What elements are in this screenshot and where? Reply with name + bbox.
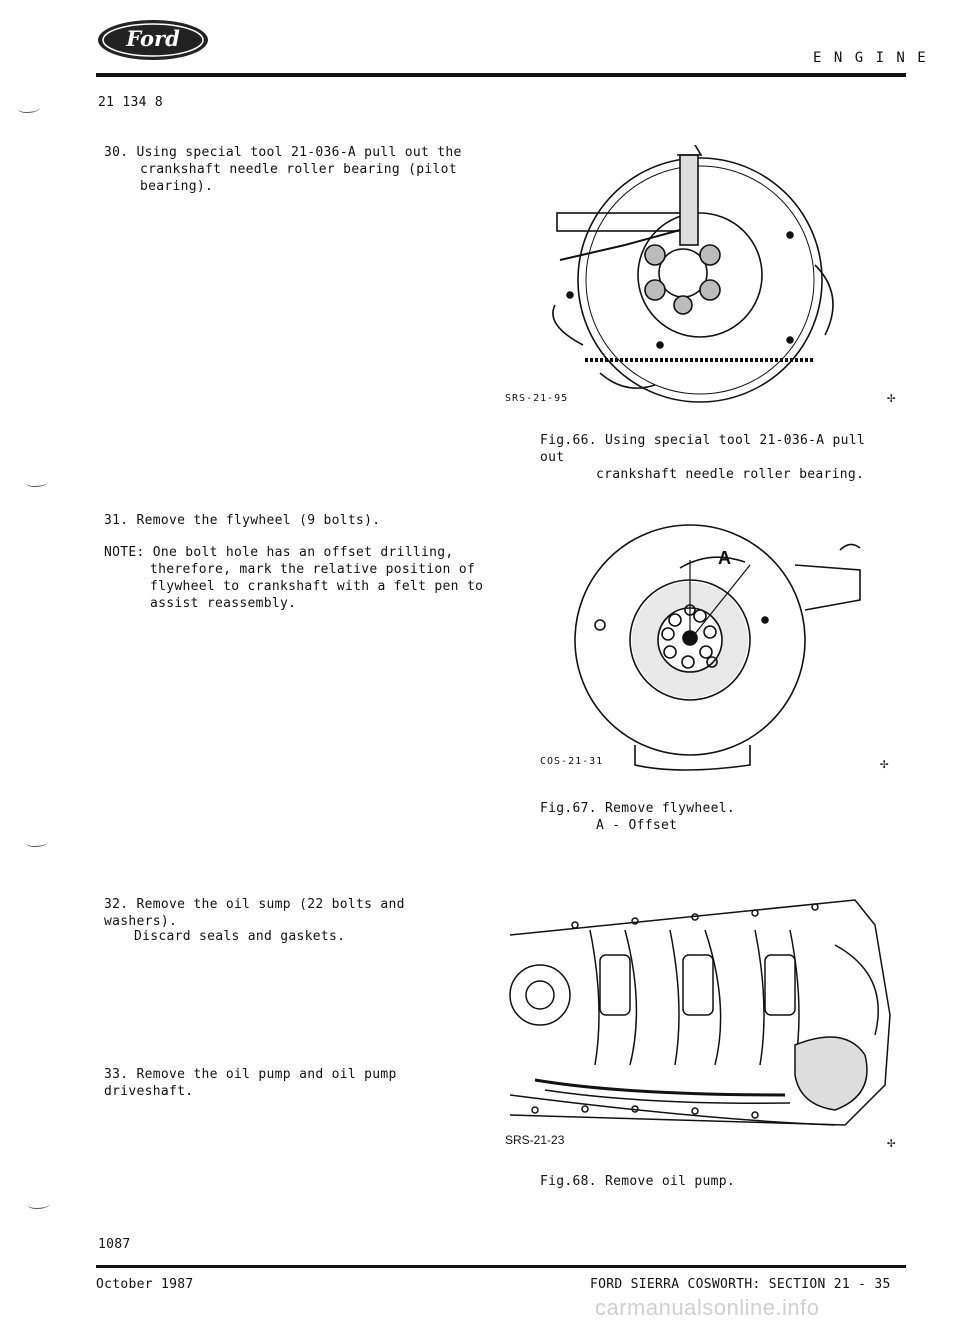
figure-67-caption: Fig.67. Remove flywheel. A - Offset: [540, 801, 736, 833]
svg-text:✢: ✢: [880, 756, 889, 772]
figure-68-caption: Fig.68. Remove oil pump.: [540, 1174, 736, 1189]
figure-66-caption: Fig.66. Using special tool 21-036-A pull out crankshaft needle roller bearing.: [540, 433, 866, 482]
footer-section: FORD SIERRA COSWORTH: SECTION 21 - 35: [590, 1277, 891, 1292]
step-30: 30. Using special tool 21-036-A pull out the crankshaft needle roller bearing (pilot bearing).: [104, 145, 462, 194]
figure-67-illustration: [540, 520, 900, 778]
watermark: carmanualsonline.info: [595, 1295, 820, 1320]
figure-68-illustration: [505, 885, 900, 1153]
svg-text:✢: ✢: [887, 390, 896, 406]
figure-68-code: SRS-21-23: [505, 1133, 565, 1147]
svg-text:✢: ✢: [887, 1135, 896, 1151]
doc-ref: 21 134 8: [98, 95, 164, 110]
margin-mark: [18, 104, 40, 113]
section-title: E N G I N E: [813, 50, 928, 66]
figure-67-callout: A: [718, 548, 731, 568]
page-number: 1087: [98, 1237, 131, 1252]
margin-mark: [26, 838, 48, 847]
step-33: 33. Remove the oil pump and oil pump driveshaft.: [104, 1067, 397, 1099]
margin-mark: [28, 1200, 50, 1209]
ford-logo: [96, 18, 210, 62]
step-32: 32. Remove the oil sump (22 bolts and washers).: [104, 897, 405, 929]
brand-wordmark: Ford: [126, 26, 180, 51]
footer-date: October 1987: [96, 1277, 194, 1292]
figure-67-code: COS-21-31: [540, 756, 604, 767]
step-31: 31. Remove the flywheel (9 bolts).: [104, 513, 381, 528]
header-rule: [96, 73, 906, 77]
figure-66-illustration: [505, 145, 900, 410]
footer-rule: [96, 1265, 906, 1268]
note: NOTE: One bolt hole has an offset drilling, therefore, mark the relative position of flywheel to crankshaft with a felt pen to assist reassembly.: [104, 545, 484, 611]
step-32-note: Discard seals and gaskets.: [134, 929, 346, 944]
figure-66-code: SRS-21-95: [505, 393, 569, 404]
margin-mark: [26, 478, 48, 487]
